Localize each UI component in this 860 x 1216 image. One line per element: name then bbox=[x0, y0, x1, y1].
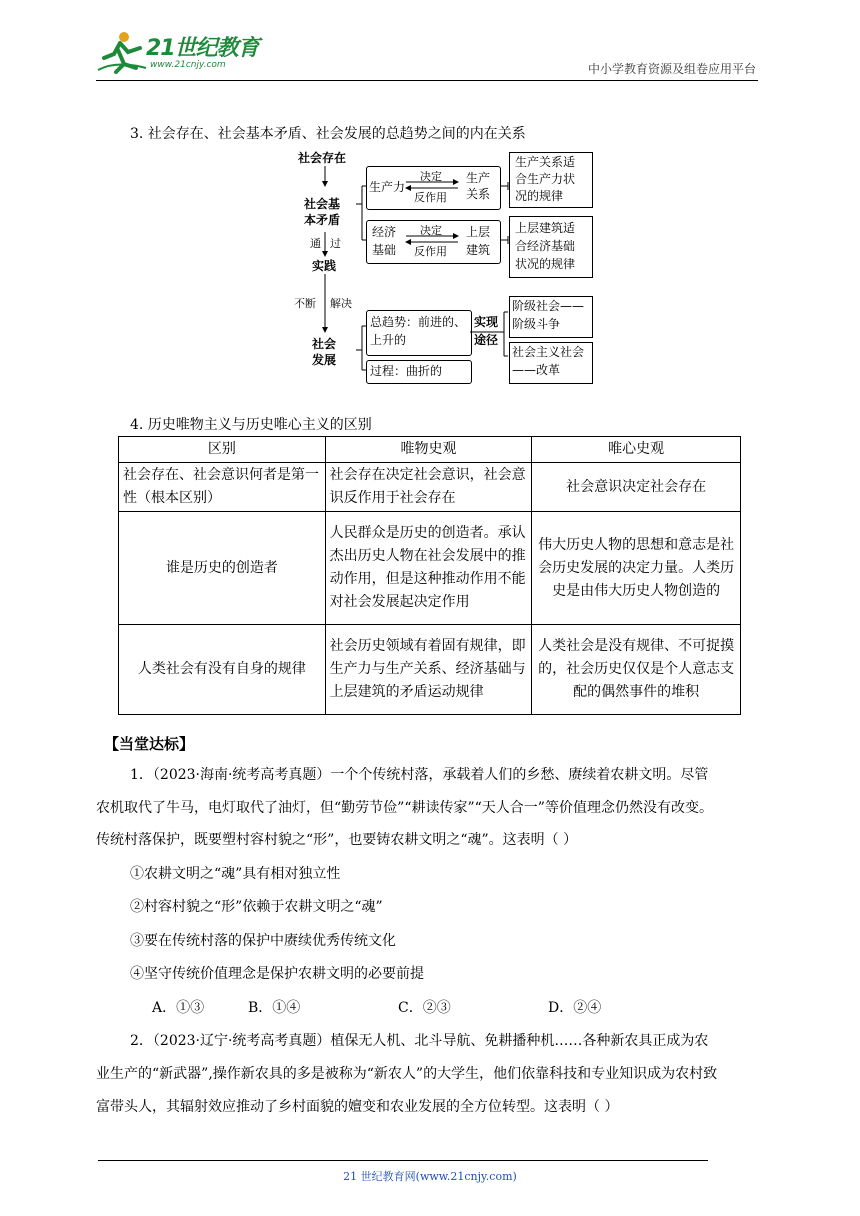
header-cell: 唯心史观 bbox=[532, 437, 741, 463]
logo-url: www.21cnjy.com bbox=[150, 60, 226, 70]
class-society-line-1: 阶级社会—— bbox=[512, 299, 585, 313]
label-through-1: 通 bbox=[310, 237, 321, 250]
node-development-2: 发展 bbox=[312, 353, 337, 367]
q1-option-a[interactable]: A．①③ bbox=[152, 1000, 205, 1016]
table-cell: 伟大历史人物的思想和意志是社会历史发展的决定力量。人类历史是由伟大历史人物创造的 bbox=[532, 512, 741, 625]
table-cell: 社会存在决定社会意识，社会意识反作用于社会存在 bbox=[325, 463, 532, 512]
q1-statement-4: ④坚守传统价值理念是保护农耕文明的必要前提 bbox=[130, 966, 424, 982]
logo-text: 21世纪教育 bbox=[146, 36, 259, 61]
q1-statement-1: ①农耕文明之“魂”具有相对独立性 bbox=[130, 866, 341, 882]
label-decide-2: 决定 bbox=[420, 224, 442, 237]
header-divider bbox=[96, 80, 758, 81]
table-cell: 人类社会是没有规律、不可捉摸的，社会历史仅仅是个人意志支配的偶然事件的堆积 bbox=[532, 625, 741, 715]
law2-line-2: 合经济基础 bbox=[515, 239, 576, 253]
socialist-society-line-2: ——改革 bbox=[512, 363, 561, 377]
footer-link[interactable]: 21 世纪教育网(www.21cnjy.com) bbox=[343, 1170, 517, 1183]
table-row bbox=[119, 625, 741, 715]
table-cell: 人类社会有没有自身的规律 bbox=[119, 625, 326, 715]
node-production-rel-1: 生产 bbox=[466, 171, 491, 185]
q1-statement-3: ③要在传统村落的保护中赓续优秀传统文化 bbox=[130, 933, 396, 949]
table-cell: 谁是历史的创造者 bbox=[119, 512, 326, 625]
relationship-diagram bbox=[290, 146, 600, 386]
node-social-existence: 社会存在 bbox=[298, 151, 347, 165]
node-basic-contradiction-1: 社会基 bbox=[304, 197, 341, 211]
table-cell: 社会存在、社会意识何者是第一性（根本区别） bbox=[119, 463, 326, 512]
node-superstructure-1: 上层 bbox=[466, 225, 491, 239]
law1-line-1: 生产关系适 bbox=[515, 155, 576, 169]
label-through-2: 过 bbox=[330, 237, 341, 250]
node-production-rel-2: 关系 bbox=[466, 187, 491, 201]
label-react-2: 反作用 bbox=[414, 245, 447, 258]
section-4-title: 4. 历史唯物主义与历史唯心主义的区别 bbox=[130, 417, 372, 433]
law2-line-1: 上层建筑适 bbox=[515, 221, 576, 235]
q1-option-d[interactable]: D．②④ bbox=[548, 1000, 602, 1016]
label-solve: 解决 bbox=[330, 297, 352, 310]
runner-logo-icon bbox=[96, 30, 152, 74]
table-cell: 社会意识决定社会存在 bbox=[532, 463, 741, 512]
process-text: 过程：曲折的 bbox=[370, 364, 443, 378]
q1-line-2: 农机取代了牛马，电灯取代了油灯，但“勤劳节俭”“耕读传家”“天人合一”等价值理念仍然没有改变。 bbox=[96, 800, 713, 816]
trend-line-2: 上升的 bbox=[370, 333, 407, 347]
practice-heading: 【当堂达标】 bbox=[104, 735, 195, 753]
law2-line-3: 状况的规律 bbox=[515, 257, 576, 271]
law1-line-3: 况的规律 bbox=[515, 189, 564, 203]
q2-line-3: 富带头人，其辐射效应推动了乡村面貌的嬗变和农业发展的全方位转型。这表明（ ） bbox=[96, 1099, 619, 1115]
table-cell: 人民群众是历史的创造者。承认杰出历史人物在社会发展中的推动作用，但是这种推动作用不能对社会发展起决定作用 bbox=[325, 512, 532, 625]
q1-statement-2: ②村容村貌之“形”依赖于农耕文明之“魂” bbox=[130, 899, 383, 915]
header-cell: 唯物史观 bbox=[325, 437, 532, 463]
node-development-1: 社会 bbox=[312, 337, 337, 351]
q2-line-1: 2．（2023·辽宁·统考高考真题）植保无人机、北斗导航、免耕播种机……各种新农具正成为农 bbox=[130, 1033, 709, 1049]
socialist-society-line-1: 社会主义社会 bbox=[512, 345, 585, 359]
label-realize-2: 途径 bbox=[474, 333, 499, 347]
node-superstructure-2: 建筑 bbox=[466, 243, 491, 257]
platform-name: 中小学教育资源及组卷应用平台 bbox=[587, 62, 756, 76]
node-economic-1: 经济 bbox=[372, 225, 397, 239]
q1-option-c[interactable]: C．②③ bbox=[398, 1000, 451, 1016]
q1-line-3: 传统村落保护，既要塑村容村貌之“形”，也要铸农耕文明之“魂”。这表明（ ） bbox=[96, 832, 578, 848]
label-decide-1: 决定 bbox=[420, 170, 442, 183]
node-productivity: 生产力 bbox=[369, 180, 406, 194]
q1-line-1: 1．（2023·海南·统考高考真题）一个个传统村落，承载着人们的乡愁、赓续着农耕文明。尽管 bbox=[130, 767, 709, 783]
footer-divider bbox=[98, 1160, 708, 1161]
node-basic-contradiction-2: 本矛盾 bbox=[304, 213, 341, 227]
table-row bbox=[119, 463, 741, 512]
table-header-row bbox=[119, 437, 741, 463]
label-react-1: 反作用 bbox=[414, 191, 447, 204]
comparison-table bbox=[118, 436, 741, 715]
header-cell: 区别 bbox=[119, 437, 326, 463]
label-realize-1: 实现 bbox=[474, 315, 499, 329]
table-cell: 社会历史领域有着固有规律，即生产力与生产关系、经济基础与上层建筑的矛盾运动规律 bbox=[325, 625, 532, 715]
law1-line-2: 合生产力状 bbox=[515, 172, 576, 186]
node-practice: 实践 bbox=[312, 259, 337, 273]
trend-line-1: 总趋势：前进的、 bbox=[370, 315, 467, 329]
node-economic-2: 基础 bbox=[372, 243, 397, 257]
section-3-title: 3. 社会存在、社会基本矛盾、社会发展的总趋势之间的内在关系 bbox=[130, 126, 526, 142]
class-society-line-2: 阶级斗争 bbox=[512, 317, 561, 331]
q2-line-2: 业生产的“新武器”,操作新农具的多是被称为“新农人”的大学生，他们依靠科技和专业知识成为农村致 bbox=[96, 1066, 718, 1082]
q1-option-b[interactable]: B．①④ bbox=[248, 1000, 301, 1016]
label-constant: 不断 bbox=[294, 297, 316, 310]
table-row bbox=[119, 512, 741, 625]
